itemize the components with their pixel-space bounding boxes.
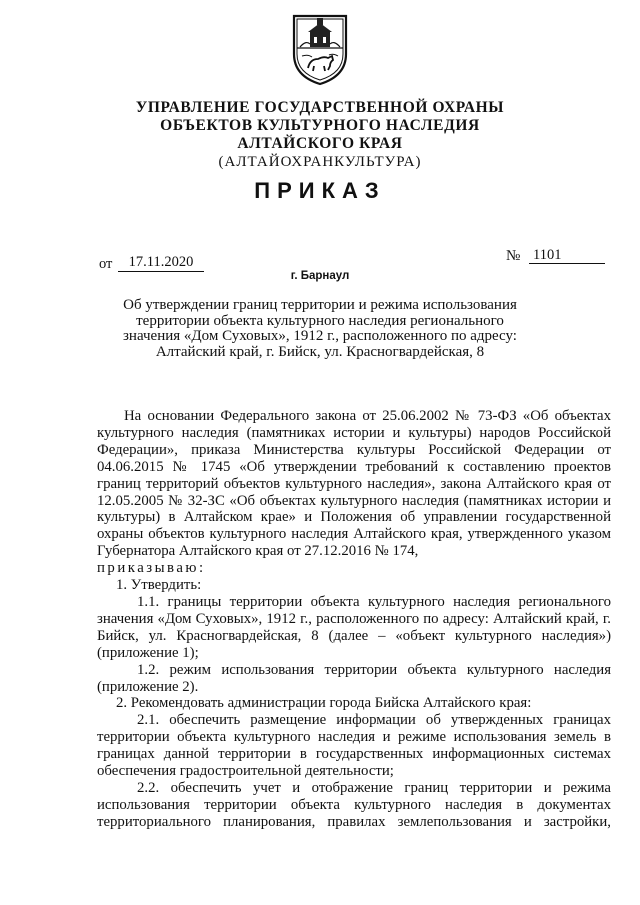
org-short-name: (АЛТАЙОХРАНКУЛЬТУРА) [218, 154, 422, 170]
preamble-paragraph: На основании Федерального закона от 25.06.2002 № 73-ФЗ «Об объектах культурного наследия (памятниках истории и культуры) народов Российской Федерации», приказа Министерства культуры Российской Федерации от 04.06.2015 № 1745 «Об утверждении требований к составлению проектов границ территорий объектов культурного наследия», закона Алтайского края от 12.05.2005 № 32-ЗС «Об объектах культурного наследия (памятниках истории и культуры) в Алтайском крае» и Положения об управлении государственной охраны объектов культурного наследия Алтайского края, утвержденного указом Губернатора Алтайского края от 27.12.2016 № 174, [97, 408, 611, 560]
item-2-2: 2.2. обеспечить учет и отображение границ территории и режима использования территории объекта культурного наследия в документах территориального планирования, правилах землепользования и застройки, [97, 779, 611, 830]
order-word: приказываю: [97, 560, 206, 577]
item-1-1: 1.1. границы территории объекта культурного наследия регионального значения «Дом Суховых», 1912 г., расположенного по адресу: Алтайский край, г. Бийск, ул. Красногвардейская, 8 (далее – «объект культурного наследия») (приложение 1); [97, 593, 611, 661]
altai-krai-coat-of-arms-icon [288, 10, 352, 86]
order-subject [0, 298, 640, 360]
item-1: 1. Утвердить: [116, 577, 202, 594]
number-value: 1101 [529, 247, 605, 264]
item-1-2: 1.2. режим использования территории объекта культурного наследия (приложение 2). [97, 661, 611, 695]
org-name-line-1: УПРАВЛЕНИЕ ГОСУДАРСТВЕННОЙ ОХРАНЫ [135, 99, 505, 116]
order-body [97, 408, 611, 831]
subject-line: территории объекта культурного наследия регионального [136, 312, 504, 329]
org-name-line-2: ОБЪЕКТОВ КУЛЬТУРНОГО НАСЛЕДИЯ [160, 117, 480, 134]
item-2-1: 2.1. обеспечить размещение информации об утвержденных границах территории объекта культурного наследия и режиме использования земель в границах данной территории в государственных информационных системах обеспечения градостроительной деятельности; [97, 712, 611, 780]
number-label: № [506, 248, 521, 264]
subject-line: Об утверждении границ территории и режима использования [123, 297, 517, 313]
date-label: от [99, 256, 113, 272]
item-2: 2. Рекомендовать администрации города Бийска Алтайского края: [116, 695, 532, 712]
org-name-line-3: АЛТАЙСКОГО КРАЯ [237, 135, 403, 152]
date-value: 17.11.2020 [118, 254, 204, 272]
subject-line: значения «Дом Суховых», 1912 г., расположенного по адресу: [123, 328, 517, 344]
document-type-title: ПРИКАЗ [254, 178, 386, 203]
city: г. Барнаул [290, 270, 350, 282]
subject-line: Алтайский край, г. Бийск, ул. Красногвардейская, 8 [155, 343, 485, 360]
